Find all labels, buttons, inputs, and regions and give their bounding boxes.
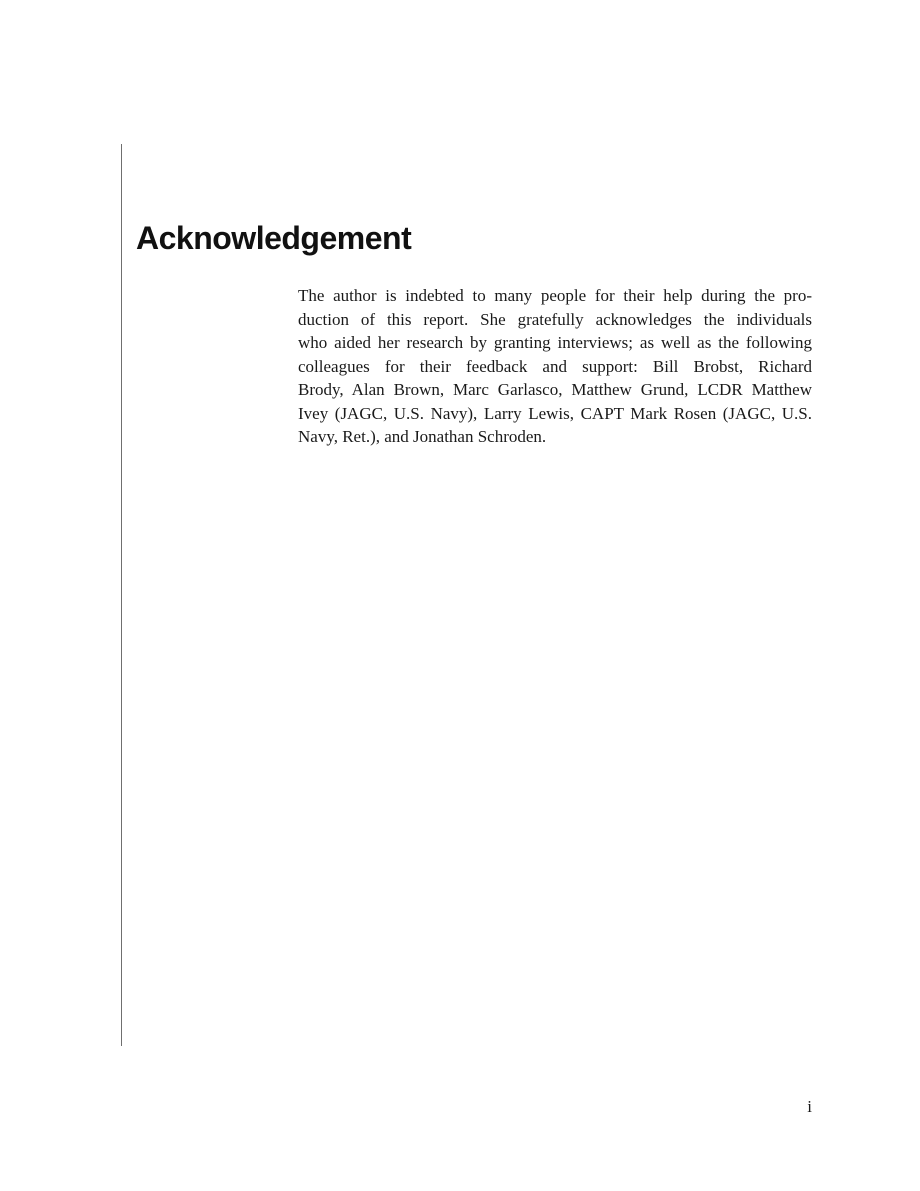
paragraph-line: The author is indebted to many people for their help during the pro- — [298, 286, 812, 305]
paragraph-line: duction of this report. She gratefully acknowledges the individuals — [298, 309, 812, 329]
paragraph-line: colleagues for their feedback and support: Bill Brobst, Richard — [298, 356, 812, 376]
paragraph-line: Brody, Alan Brown, Marc Garlasco, Matthew Grund, LCDR Matthew — [298, 380, 812, 399]
page-number: i — [807, 1097, 812, 1116]
paragraph-line: Navy, Ret.), and Jonathan Schroden. — [298, 427, 547, 446]
paragraph-line: Ivey (JAGC, U.S. Navy), Larry Lewis, CAPT Mark Rosen (JAGC, U.S. — [298, 403, 812, 423]
acknowledgement-paragraph — [298, 284, 812, 449]
margin-rule — [121, 144, 122, 1046]
page-title: Acknowledgement — [136, 220, 412, 256]
paragraph-line: who aided her research by granting interviews; as well as the following — [298, 333, 812, 352]
